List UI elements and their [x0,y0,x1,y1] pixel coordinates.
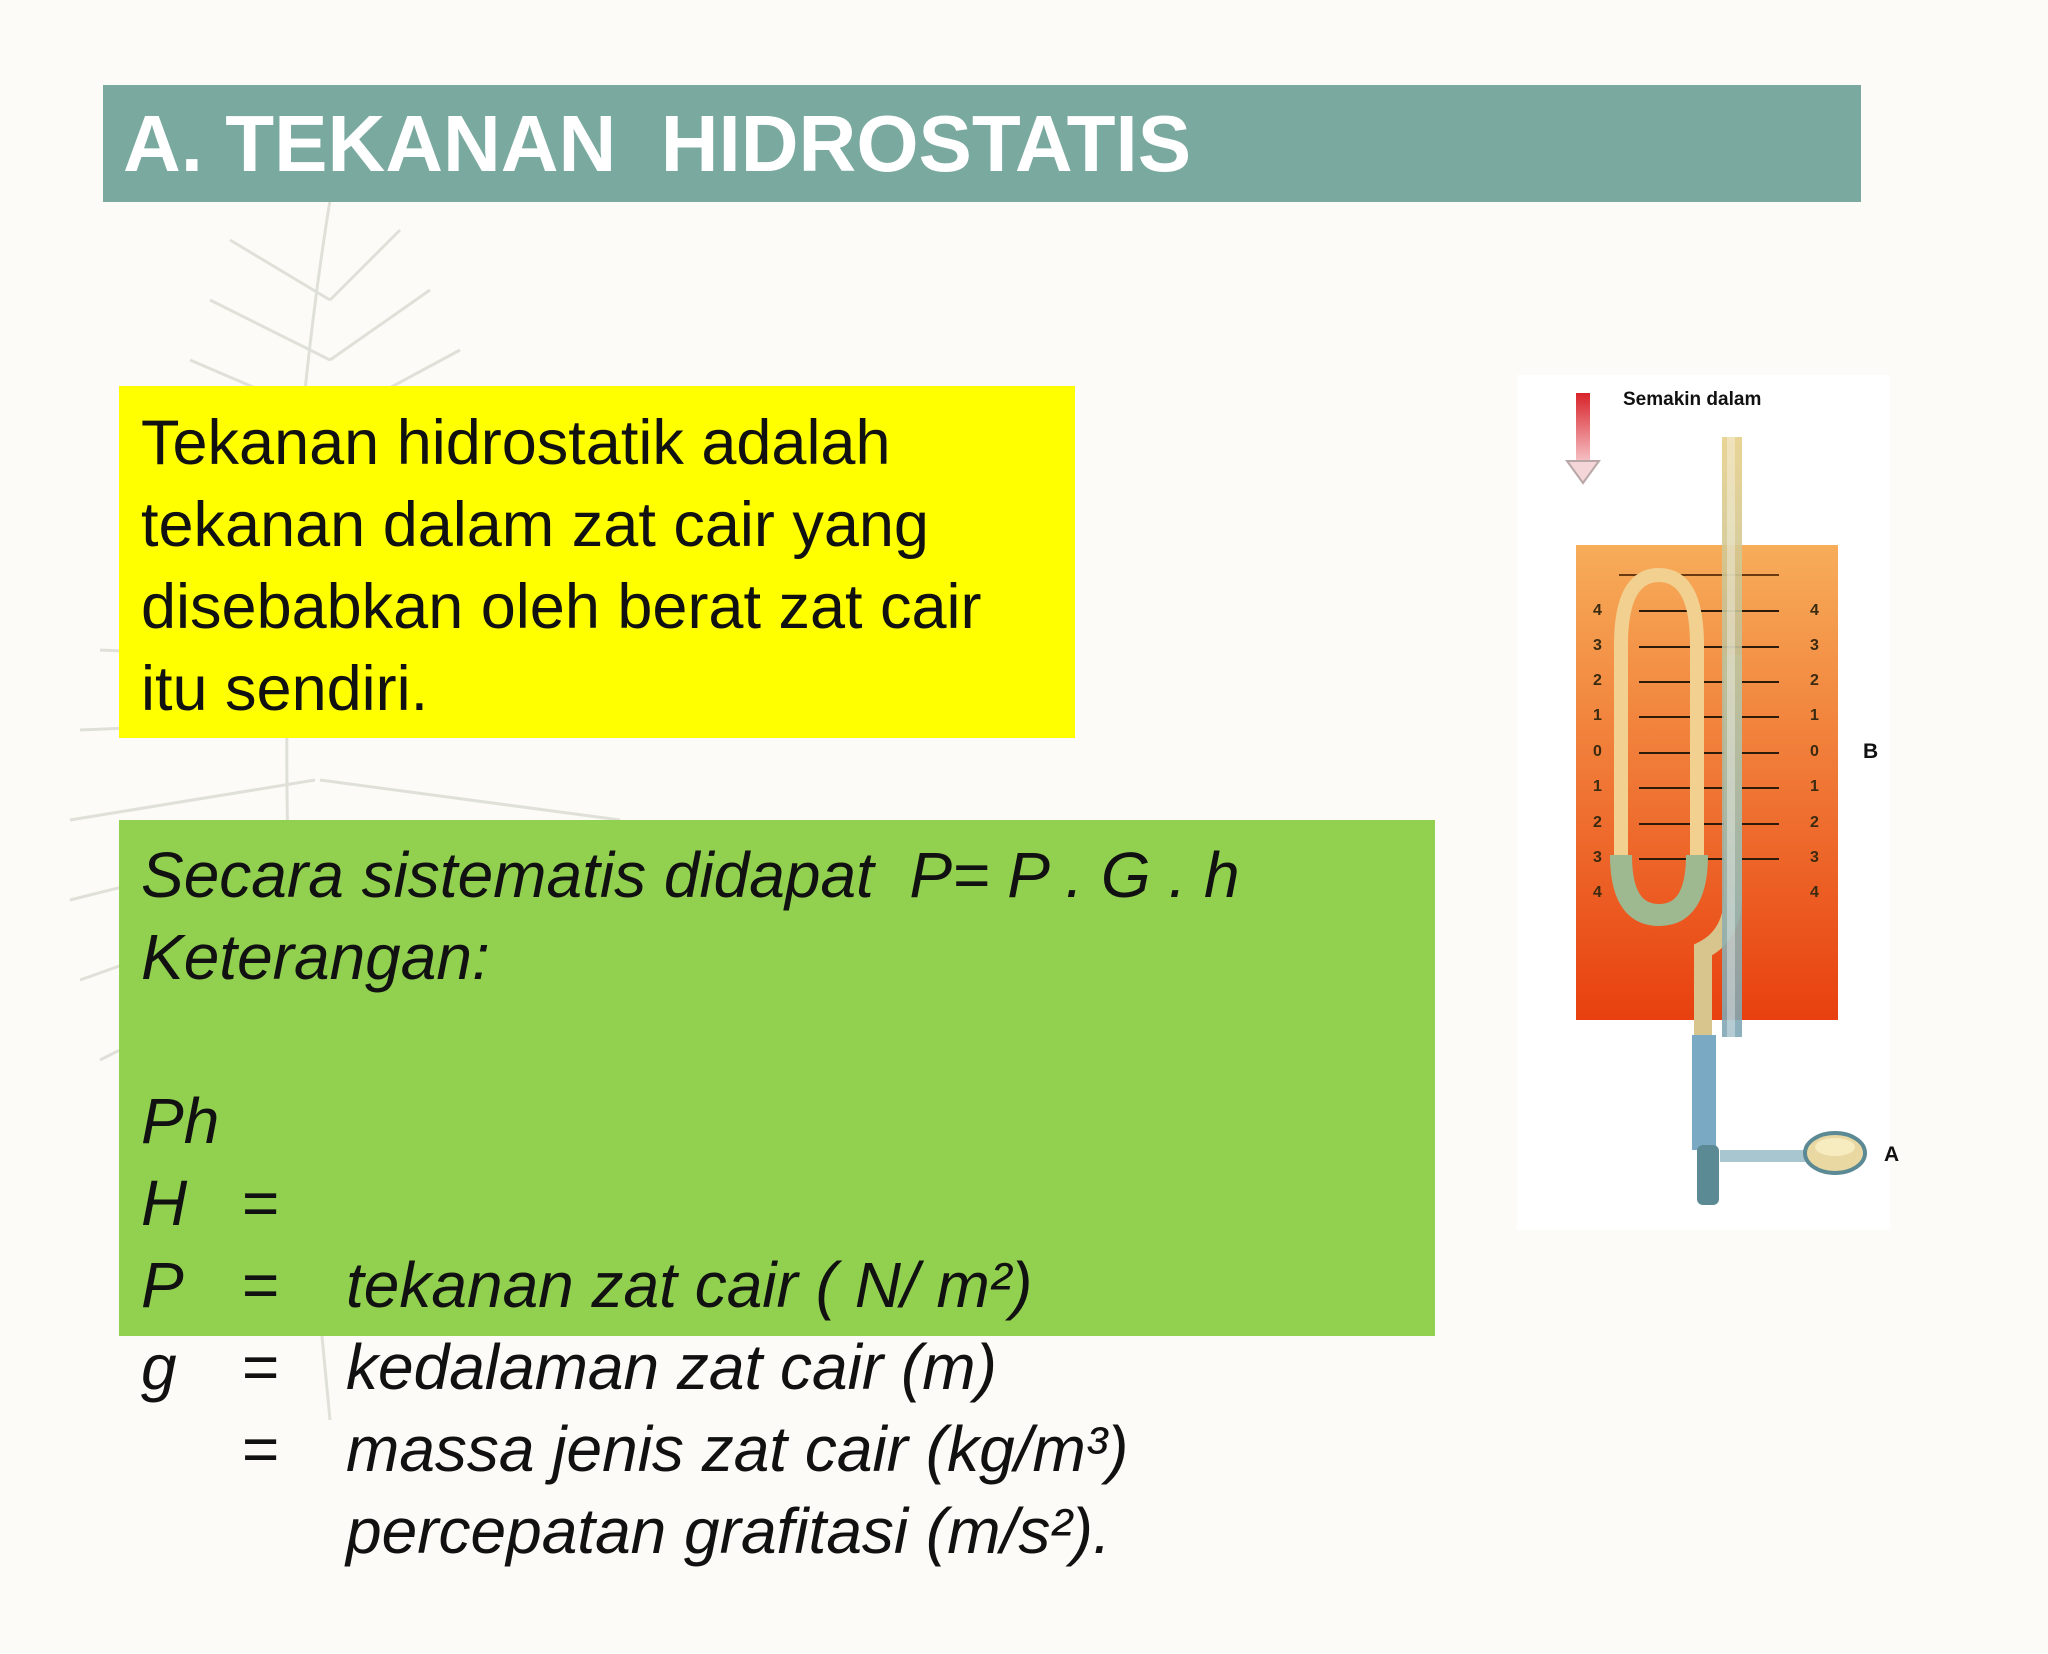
definition-line: disebabkan oleh berat zat cair [141,572,982,642]
legend-description: tekanan zat cair ( N/ m²) [346,1249,1033,1321]
figure-caption: Semakin dalam [1623,389,1762,410]
legend-equals: = [241,1331,279,1403]
scale-right-tick: 2 [1810,814,1819,831]
scale-left-tick: 3 [1593,849,1602,866]
keterangan-heading: Keterangan: [141,921,490,993]
scale-right-tick: 3 [1810,637,1819,654]
definition-line: Tekanan hidrostatik adalah [141,408,891,478]
manometer-figure [1517,375,1900,1230]
scale-right-tick: 4 [1810,602,1819,619]
scale-right-tick: 1 [1810,707,1819,724]
title-bar [103,85,1861,202]
legend-description: massa jenis zat cair (kg/m³) [346,1413,1129,1485]
scale-right-tick: 3 [1810,849,1819,866]
scale-left-tick: 2 [1593,814,1602,831]
legend-description: kedalaman zat cair (m) [346,1331,997,1403]
legend-equals: = [241,1249,279,1321]
scale-right-tick: 2 [1810,672,1819,689]
legend-symbol: g [141,1331,177,1403]
scale-right-tick: 0 [1810,743,1819,760]
definition-line: itu sendiri. [141,654,429,724]
legend-symbol: P [141,1249,184,1321]
legend-equals: = [241,1167,279,1239]
legend-row [141,998,1341,1321]
label-b: B [1863,740,1879,763]
legend-equals: = [241,1413,279,1485]
scale-left-tick: 3 [1593,637,1602,654]
legend-symbol: Ph [141,1085,220,1157]
scale-left-tick: 1 [1593,778,1602,795]
slide-title: A. TEKANAN HIDROSTATIS [123,99,1192,188]
scale-left-tick: 1 [1593,707,1602,724]
label-a: A [1884,1143,1900,1166]
scale-left-tick: 0 [1593,743,1602,760]
depth-arrow-head [1567,461,1599,483]
scale-right-tick: 4 [1810,884,1819,901]
scale-right-tick: 1 [1810,778,1819,795]
definition-line: tekanan dalam zat cair yang [141,490,929,560]
definition-text [141,402,1061,730]
scale-left-tick: 4 [1593,884,1602,901]
formula-intro: Secara sistematis didapat P= P . G . h [141,839,1240,911]
definition-box [119,386,1075,738]
scale-left-tick: 2 [1593,672,1602,689]
probe-tube [1692,1035,1716,1150]
manometer-illustration [1517,375,1890,1230]
formula-box [119,820,1435,1567]
legend-symbol: H [141,1167,188,1239]
scale-left-tick: 4 [1593,602,1602,619]
legend-description: percepatan grafitasi (m/s²). [346,1495,1111,1567]
depth-arrow-icon [1576,393,1590,463]
